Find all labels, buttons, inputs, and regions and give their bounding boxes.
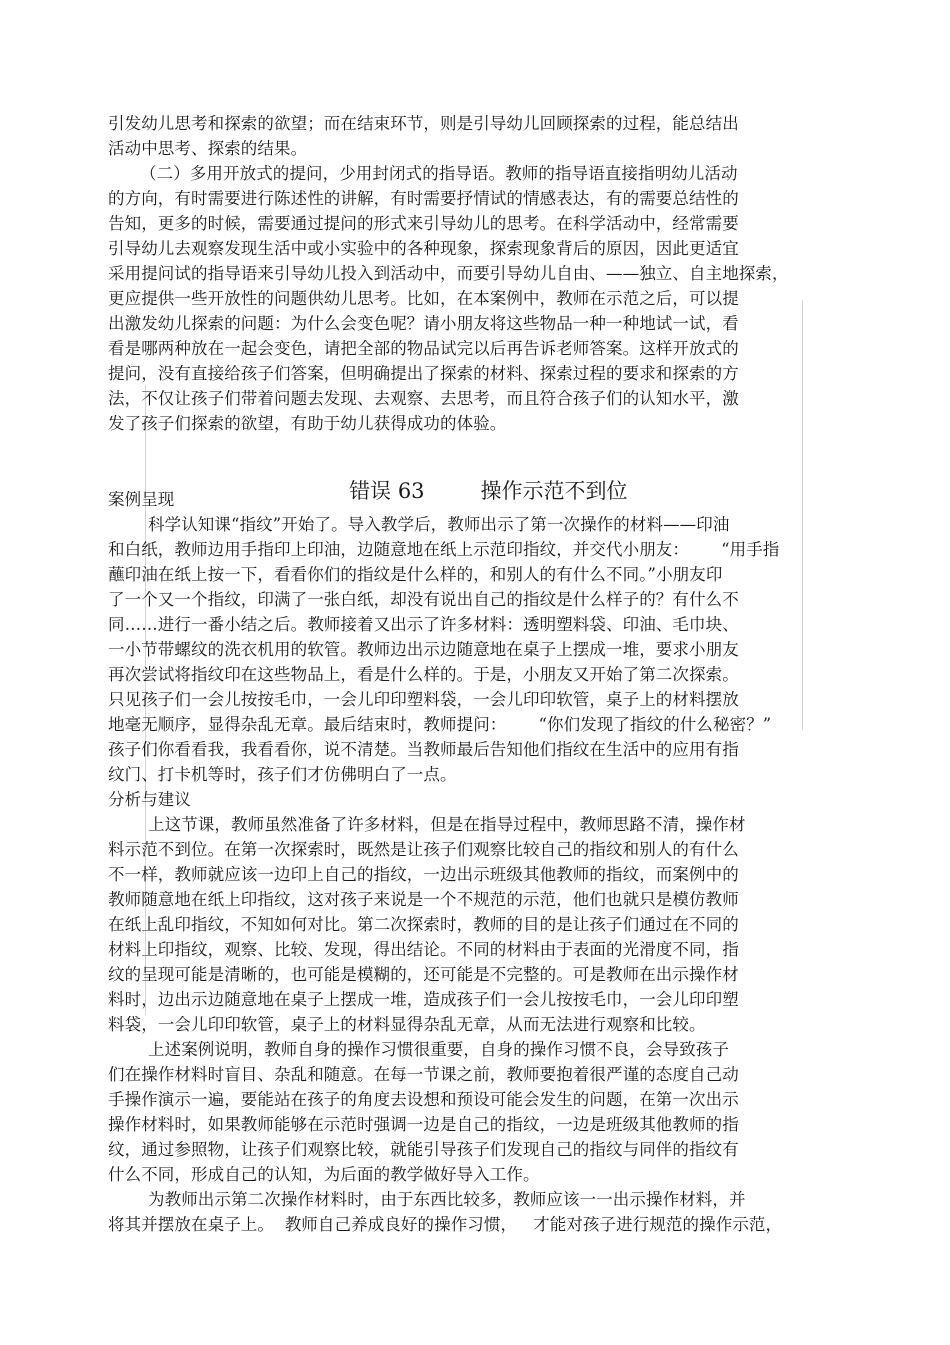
paragraph-line: 科学认知课“指纹”开始了。导入教学后，教师出示了第一次操作的材料——印油 — [148, 515, 730, 534]
paragraph-line: 活动中思考、探索的结果。 — [108, 139, 308, 158]
paragraph-line: 的方向，有时需要进行陈述性的讲解，有时需要抒情试的情感表达，有的需要总结性的 — [108, 189, 739, 208]
paragraph-line: 为教师出示第二次操作材料时，由于东西比较多，教师应该一一出示操作材料，并 — [148, 1190, 746, 1209]
paragraph-line: 料示范不到位。在第一次探索时，既然是让孩子们观察比较自己的指纹和别人的有什么 — [108, 840, 739, 859]
paragraph-line: 一小节带螺纹的洗衣机用的软管。教师边出示边随意地在桌子上摆成一堆，要求小朋友 — [108, 640, 739, 659]
paragraph-line: 上这节课，教师虽然准备了许多材料，但是在指导过程中，教师思路不清，操作材 — [148, 815, 746, 834]
paragraph-line: 采用提问试的指导语来引导幼儿投入到活动中，而要引导幼儿自由、——独立、自主地探索， — [108, 264, 789, 283]
heading-number: 错误 63 — [349, 479, 425, 503]
paragraph-line: （二）多用开放式的提问，少用封闭式的指导语。教师的指导语直接指明幼儿活动 — [140, 164, 738, 183]
paragraph-line: 同……进行一番小结之后。教师接着又出示了许多材料：透明塑料袋、印油、毛巾块、 — [108, 615, 739, 634]
paragraph-line: 提问，没有直接给孩子们答案，但明确提出了探索的材料、探索过程的要求和探索的方 — [108, 364, 739, 383]
section-label: 案例呈现 — [108, 490, 175, 509]
paragraph-line: 更应提供一些开放性的问题供幼儿思考。比如，在本案例中，教师在示范之后，可以提 — [108, 289, 739, 308]
paragraph-line: 纹，通过参照物，让孩子们观察比较，就能引导孩子们发现自己的指纹与同伴的指纹有 — [108, 1140, 739, 1159]
paragraph-line: 和白纸，教师边用手指印上印油，边随意地在纸上示范印指纹，并交代小朋友： “用手指 — [108, 540, 780, 559]
paragraph-line: 引导幼儿去观察发现生活中或小实验中的各种现象，探索现象背后的原因，因此更适宜 — [108, 239, 739, 258]
paragraph-line: 出激发幼儿探索的问题：为什么会变色呢？请小朋友将这些物品一种一种地试一试，看 — [108, 314, 739, 333]
paragraph-line: 孩子们你看看我，我看看你，说不清楚。当教师最后告知他们指纹在生活中的应用有指 — [108, 740, 739, 759]
paragraph-line: 发了孩子们探索的欲望，有助于幼儿获得成功的体验。 — [108, 414, 507, 433]
paragraph-line: 材料上印指纹，观察、比较、发现，得出结论。不同的材料由于表面的光滑度不同，指 — [108, 940, 739, 959]
paragraph-line: 料袋，一会儿印印软管，桌子上的材料显得杂乱无章，从而无法进行观察和比较。 — [108, 1015, 706, 1034]
paragraph-line: 法，不仅让孩子们带着问题去发现、去观察、去思考，而且符合孩子们的认知水平，激 — [108, 389, 739, 408]
paragraph-line: 手操作演示一遍，要能站在孩子的角度去设想和预设可能会发生的问题，在第一次出示 — [108, 1090, 739, 1109]
paragraph-line: 什么不同，形成自己的认知，为后面的教学做好导入工作。 — [108, 1165, 540, 1184]
paragraph-line: 们在操作材料时盲目、杂乱和随意。在每一节课之前，教师要抱着很严谨的态度自己动 — [108, 1065, 739, 1084]
paragraph-line: 教师随意地在纸上印指纹，这对孩子来说是一个不规范的示范，他们也就只是模仿教师 — [108, 890, 739, 909]
paragraph-line: 将其并摆放在桌子上。 教师自己养成良好的操作习惯， 才能对孩子进行规范的操作示范， — [108, 1215, 783, 1234]
paragraph-line: 操作材料时，如果教师能够在示范时强调一边是自己的指纹，一边是班级其他教师的指 — [108, 1115, 739, 1134]
paragraph-line: 在纸上乱印指纹，不知如何对比。第二次探索时，教师的目的是让孩子们通过在不同的 — [108, 915, 739, 934]
paragraph-line: 纹的呈现可能是清晰的，也可能是模糊的，还可能是不完整的。可是教师在出示操作材 — [108, 965, 739, 984]
paragraph-line: 只见孩子们一会儿按按毛巾，一会儿印印塑料袋，一会儿印印软管，桌子上的材料摆放 — [108, 690, 739, 709]
paragraph-line: 告知，更多的时候，需要通过提问的形式来引导幼儿的思考。在科学活动中，经常需要 — [108, 214, 739, 233]
paragraph-line: 了一个又一个指纹，印满了一张白纸，却没有说出自己的指纹是什么样子的？有什么不 — [108, 590, 739, 609]
paragraph-line: 上述案例说明，教师自身的操作习惯很重要，自身的操作习惯不良，会导致孩子 — [148, 1040, 729, 1059]
heading-title: 操作示范不到位 — [480, 479, 628, 503]
paragraph-line: 纹门、打卡机等时，孩子们才仿佛明白了一点。 — [108, 765, 457, 784]
paragraph-line: 再次尝试将指纹印在这些物品上，看是什么样的。于是，小朋友又开始了第二次探索。 — [108, 665, 739, 684]
paragraph-line: 料时，边出示边随意地在桌子上摆成一堆，造成孩子们一会儿按按毛巾，一会儿印印塑 — [108, 990, 739, 1009]
paragraph-line: 看是哪两种放在一起会变色，请把全部的物品试完以后再告诉老师答案。这样开放式的 — [108, 339, 739, 358]
paragraph-line: 不一样，教师就应该一边印上自己的指纹，一边出示班级其他教师的指纹，而案例中的 — [108, 865, 739, 884]
paragraph-line: 引发幼儿思考和探索的欲望；而在结束环节，则是引导幼儿回顾探索的过程，能总结出 — [108, 114, 739, 133]
paragraph-line: 地毫无顺序，显得杂乱无章。最后结束时，教师提问： “你们发现了指纹的什么秘密？” — [108, 715, 772, 734]
paragraph-line: 蘸印油在纸上按一下，看看你们的指纹是什么样的，和别人的有什么不同。”小朋友印 — [108, 565, 723, 584]
section-label: 分析与建议 — [108, 790, 191, 809]
